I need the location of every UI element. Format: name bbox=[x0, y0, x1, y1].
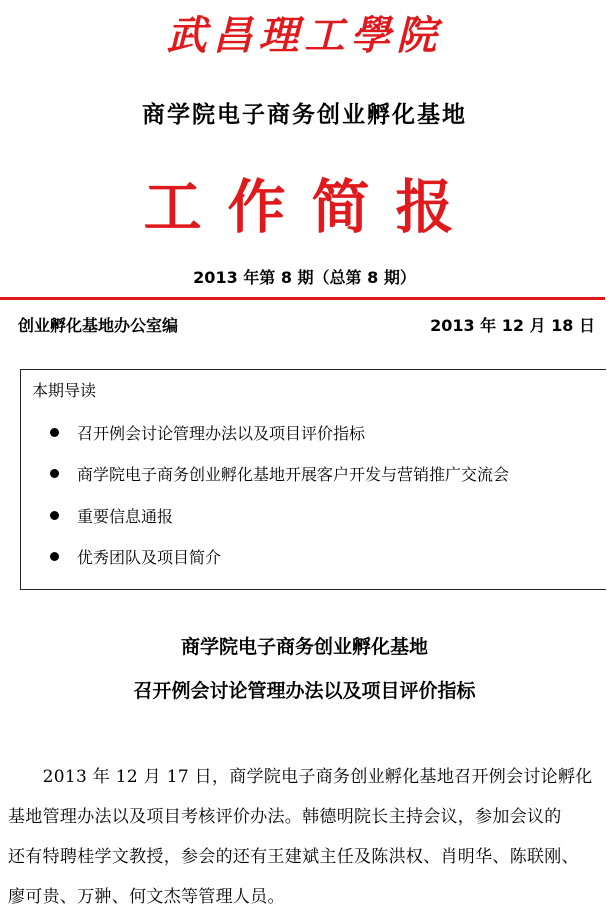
guide-item bbox=[50, 462, 509, 485]
issue-number: 2013 年第 8 期（总第 8 期） bbox=[193, 268, 416, 287]
article-title-line1: 商学院电子商务创业孵化基地 bbox=[180, 636, 428, 658]
base-title: 商学院电子商务创业孵化基地 bbox=[142, 102, 467, 128]
article-title-line2: 召开例会讨论管理办法以及项目评价指标 bbox=[133, 680, 476, 702]
guide-item bbox=[50, 545, 221, 568]
college-name-logo: 武昌理工學院 bbox=[166, 12, 443, 59]
guide-item-text: 重要信息通报 bbox=[77, 507, 174, 526]
guide-item bbox=[50, 504, 173, 527]
article-paragraph-line: 基地管理办法以及项目考核评价办法。韩德明院长主持会议，参加会议的 bbox=[8, 807, 562, 827]
brief-title: 工作简报 bbox=[143, 173, 480, 241]
guide-item-text: 召开例会讨论管理办法以及项目评价指标 bbox=[77, 424, 366, 443]
bullet-icon bbox=[50, 552, 59, 561]
article-paragraph-line: 廖可贵、万翀、何文杰等管理人员。 bbox=[8, 887, 285, 907]
issue-date: 2013 年 12 月 18 日 bbox=[430, 316, 595, 335]
guide-item-text: 优秀团队及项目简介 bbox=[77, 548, 222, 567]
bullet-icon bbox=[50, 428, 59, 437]
guide-item-text: 商学院电子商务创业孵化基地开展客户开发与营销推广交流会 bbox=[77, 465, 510, 484]
article-paragraph-line: 还有特聘桂学文教授，参会的还有王建斌主任及陈洪权、肖明华、陈联刚、 bbox=[8, 847, 579, 867]
guide-item bbox=[50, 421, 365, 444]
red-divider bbox=[0, 297, 605, 300]
bullet-icon bbox=[50, 511, 59, 520]
editor-office: 创业孵化基地办公室编 bbox=[18, 316, 179, 335]
bullet-icon bbox=[50, 469, 59, 478]
article-paragraph-line: 2013 年 12 月 17 日，商学院电子商务创业孵化基地召开例会讨论孵化 bbox=[8, 767, 593, 787]
guide-heading: 本期导读 bbox=[32, 381, 97, 400]
